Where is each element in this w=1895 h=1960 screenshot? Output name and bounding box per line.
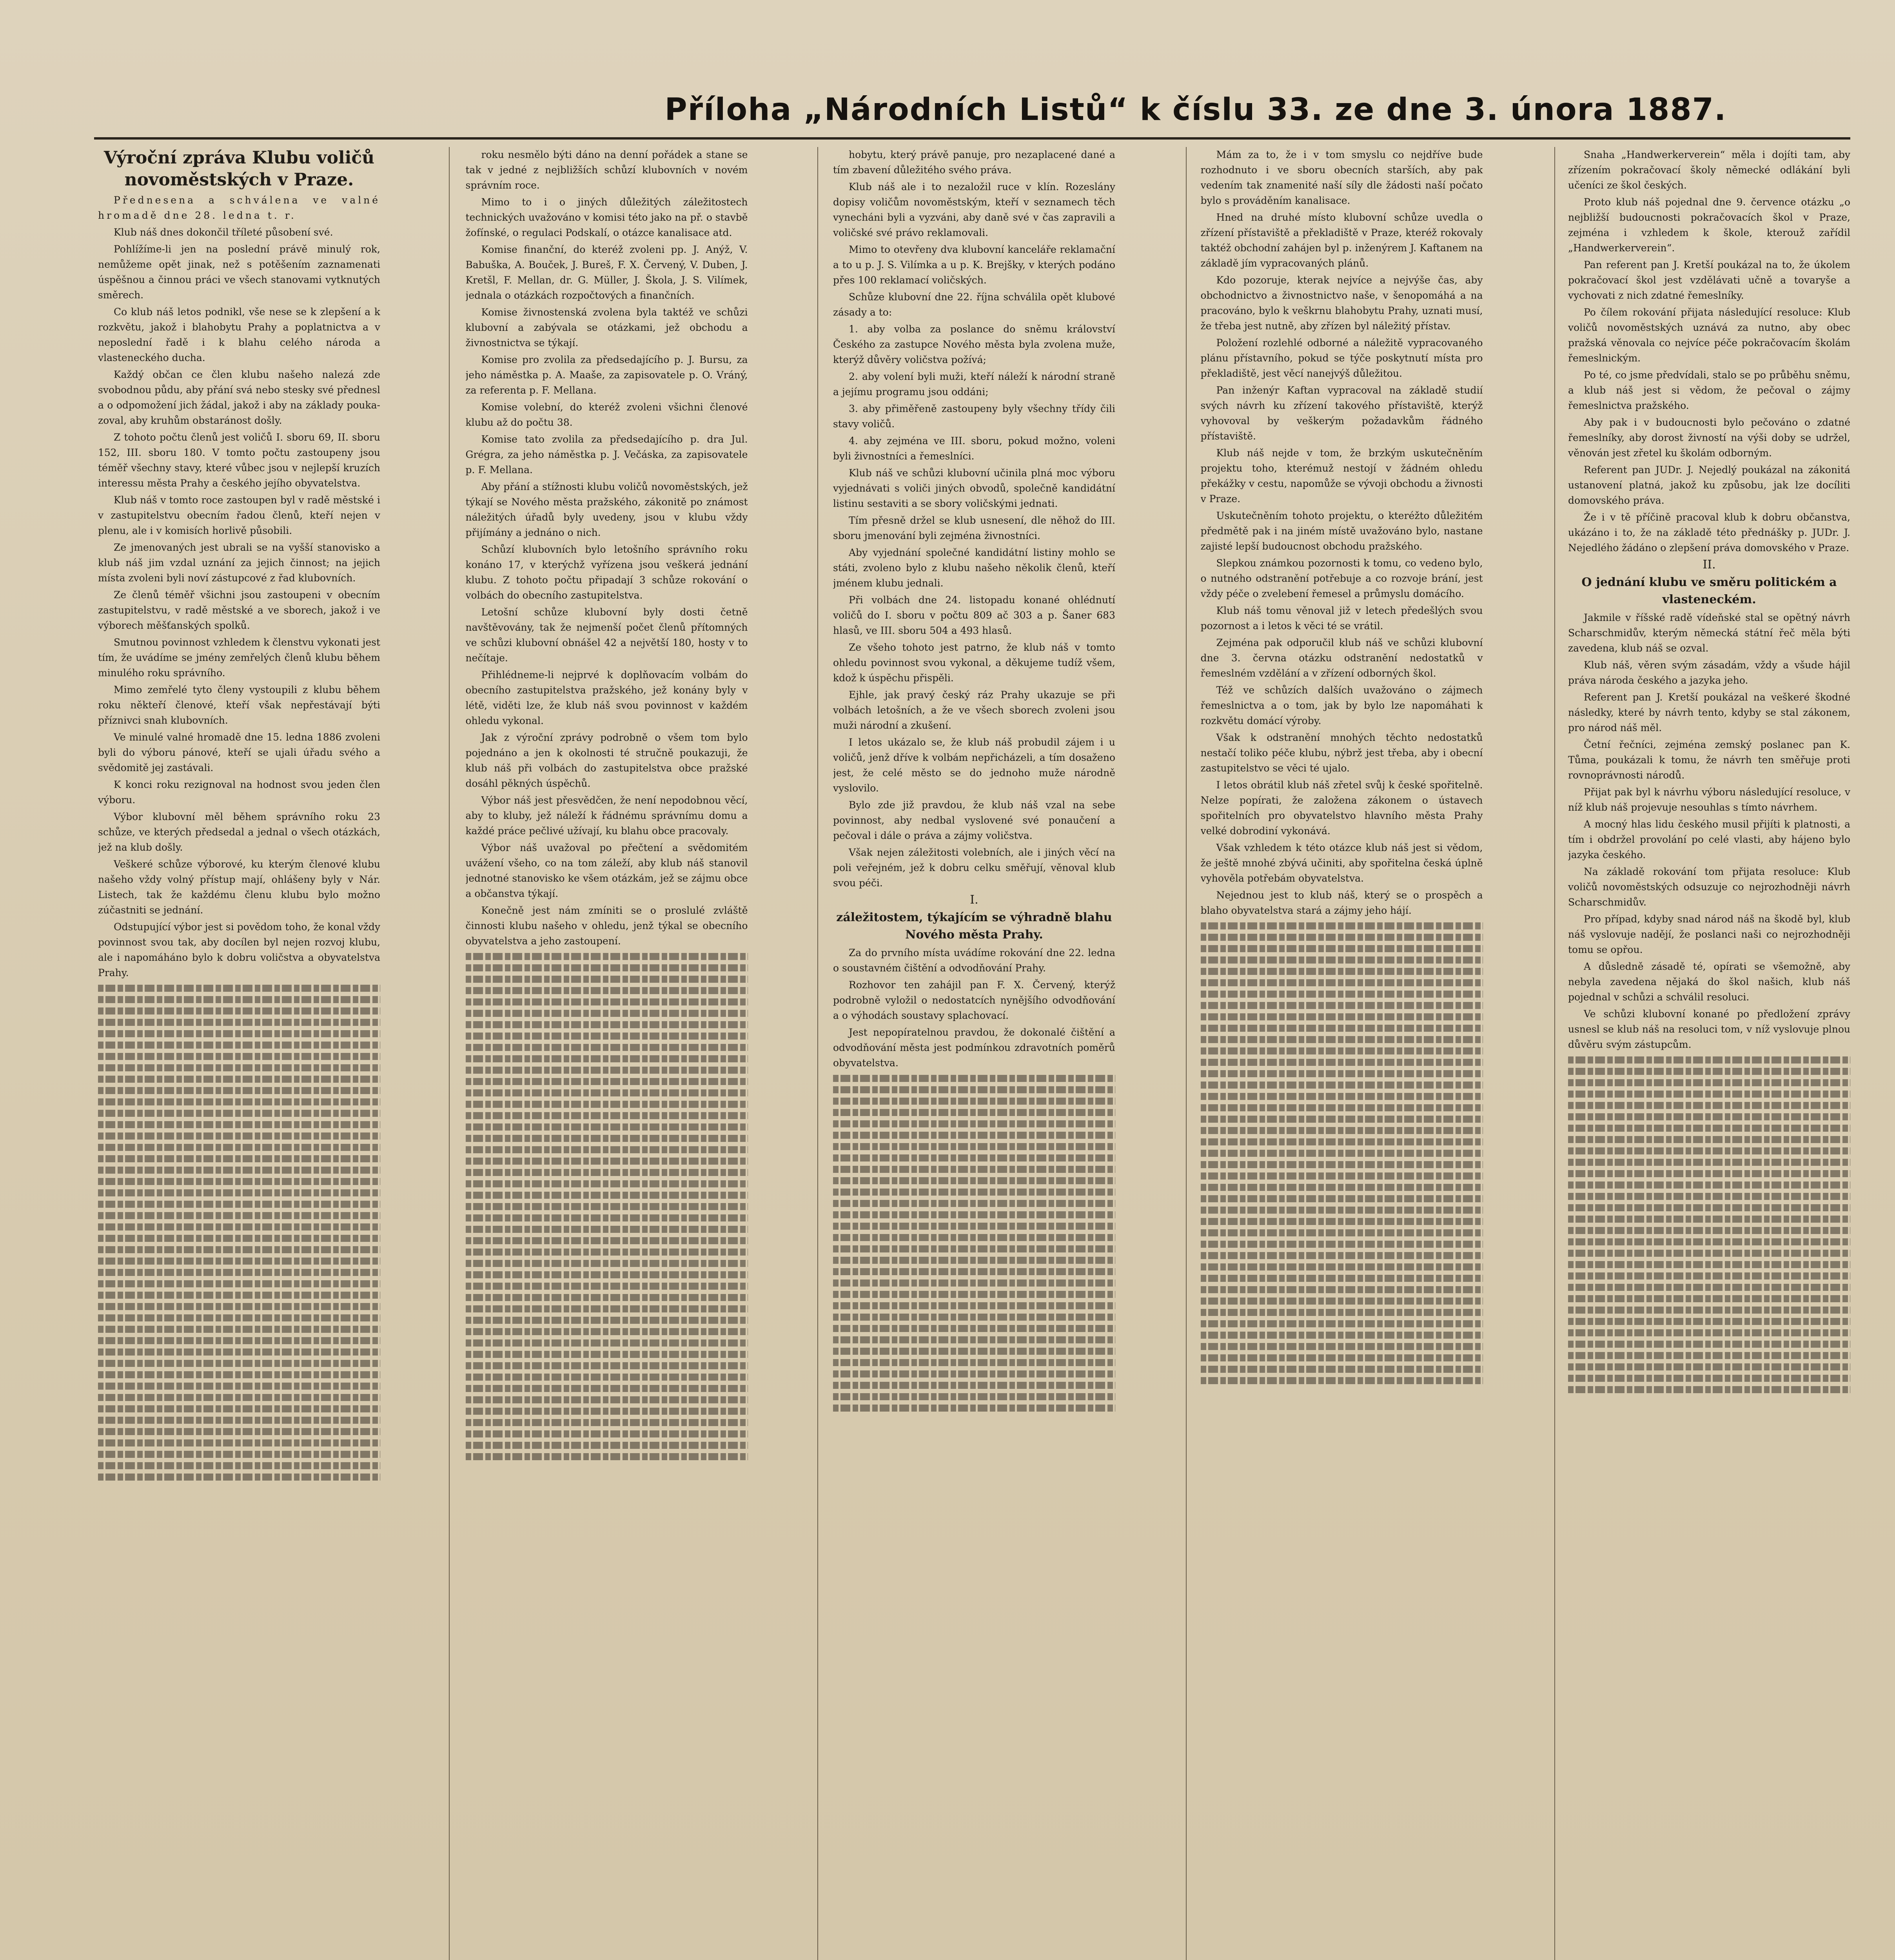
illegible-text-line [1201,1263,1483,1270]
illegible-text-line [1201,1025,1483,1032]
illegible-text-line [98,1201,380,1208]
masthead-rule [94,137,1850,140]
illegible-text-line [98,1110,380,1117]
illegible-text-line [98,1451,380,1458]
article-paragraph: Ze členů téměř všichni jsou zastoupeni v obecním zastupitelstvu, v radě městské a ve sborech, jakož i ve výborech měšťanských spolků. [98,589,380,631]
illegible-text-line [98,1258,380,1265]
illegible-text-line [1568,1329,1850,1336]
illegible-text-line [98,996,380,1003]
illegible-text-line [466,1283,748,1290]
article-paragraph: Z tohoto počtu členů jest voličů I. sboru 69, II. sboru 152, III. sboru 180. V tomto počtu zastoupeny jsou téměř všechny stavy, které vůbec jsou v nejlepší kruzích interessu města Prahy a českého jejího obyvatelstva. [98,432,380,489]
article-paragraph: Rozhovor ten zahájil pan F. X. Červený, kterýž podrobně vyložil o nedostatcích nynějšího odvodňování a o výhodách soustavy splachovací. [833,979,1115,1021]
supplement-masthead: Příloha „Národních Listů“ k číslu 33. ze dne 3. února 1887. [664,92,1727,127]
illegible-text-line [466,1135,748,1142]
article-paragraph: Schůze klubovní dne 22. října schválila opět klubové zásady a to: [833,291,1115,318]
article-paragraph: K konci roku rezignoval na hodnost svou jeden člen výboru. [98,779,380,806]
illegible-text-line [1568,1068,1850,1075]
illegible-text-line [1568,1102,1850,1109]
illegible-text-line [98,1326,380,1333]
section-title: O jednání klubu ve směru politickém a vlasteneckém. [1581,575,1837,606]
article-paragraph: Klub náš tomu věnoval již v letech předešlých svou pozornost a i letos k věci té se vrátil. [1200,605,1483,632]
article-columns [98,147,1850,1960]
illegible-text-line [1568,1136,1850,1143]
illegible-text-line [833,1348,1115,1355]
illegible-text-line [1201,1036,1483,1043]
illegible-text-line [1568,1272,1850,1279]
article-paragraph: Že i v tě příčině pracoval klub k dobru občanstva, ukázáno i to, že na základě této přednášky p. JUDr. J. Nejedlého žádáno o zlepšení práva domovského v Praze. [1568,512,1850,554]
article-paragraph: Za do prvního místa uvádíme rokování dne 22. ledna o soustavném čištění a odvodňování Prahy. [833,947,1115,974]
illegible-text-line [1201,991,1483,998]
article-paragraph: Též ve schůzích dalších uvažováno o zájmech řemeslnictva a o tom, jak by bylo lze napomáhati k rozkvětu domácí výroby. [1200,684,1483,726]
illegible-text-line [466,953,748,960]
illegible-text-line [833,1189,1115,1196]
illegible-text-line [1201,1161,1483,1168]
illegible-text-line [98,1405,380,1412]
illegible-text-line [466,964,748,971]
article-paragraph: Přihlédneme-li nejprvé k doplňovacím volbám do obecního zastupitelstva pražského, jež konány byly v létě, viděti lze, že klub náš svou povinnost v každém ohledu vykonal. [465,669,748,726]
illegible-text-line [833,1154,1115,1161]
article-paragraph: Přijat pak byl k návrhu výboru následující resoluce, v níž klub náš projevuje nesouhlas s tímto návrhem. [1568,786,1850,813]
illegible-text-line [98,1235,380,1242]
article-paragraph: Konečně jest nám zmíniti se o proslulé zvláště činnosti klubu našeho v ohledu, jenž týkal se obecního obyvatelstva a jeho zastoupení. [465,905,748,947]
illegible-text-line [833,1132,1115,1139]
illegible-text-line [466,1453,748,1460]
article-paragraph: roku nesmělo býti dáno na denní pořádek a stane se tak v jedné z nejbližších schůzí klubovních v novém správním roce. [465,149,748,191]
illegible-text-line [98,1132,380,1140]
illegible-text-line [1201,1354,1483,1361]
illegible-text-line [466,1385,748,1392]
article-paragraph: Komise finanční, do kteréž zvoleni pp. J. Anýž, V. Babuška, A. Bouček, J. Bureš, F. X. Červený, V. Duben, J. Kretšl, F. Mellan, dr. G. Müller, J. Škola, J. S. Vilímek, jednala o otázkách rozpočtových a finančních. [465,244,748,301]
illegible-text-line [1201,934,1483,941]
illegible-text-line [833,1177,1115,1184]
article-paragraph: Slepkou známkou pozornosti k tomu, co vedeno bylo, o nutného odstranění potřebuje a co rozvoje brání, jest vždy péče o zvelebení řemesel a průmyslu domácího. [1200,557,1483,599]
article-paragraph: Klub náš nejde v tom, že brzkým uskutečněním projektu toho, kterémuž nestojí v žádném ohledu překážky v cestu, napomůže se vývoji obchodu a živnosti v Praze. [1200,447,1483,505]
illegible-text-line [1201,1047,1483,1054]
illegible-text-line [466,1180,748,1187]
illegible-text-line [98,1337,380,1344]
illegible-text-line [1201,922,1483,929]
illegible-text-line [98,1155,380,1162]
illegible-text-line [466,1419,748,1426]
article-paragraph: Mimo zemřelé tyto členy vystoupili z klubu během roku někteří členové, kteří však nepřestávají býti příznivci snah klubovních. [98,684,380,726]
article-paragraph: Snaha „Handwerkerverein“ měla i dojíti tam, aby zřízením pokračovací školy německé odlákání byli učeníci ze škol českých. [1568,149,1850,191]
illegible-text-line [833,1086,1115,1093]
article-paragraph: Pan referent pan J. Kretší poukázal na to, že úkolem pokračovací škol jest vzdělávati učně a tovaryše a vychovati z nich zdatné řemeslníky. [1568,259,1850,301]
illegible-text-line [98,1280,380,1287]
illegible-text-line [1568,1091,1850,1098]
article-paragraph: Komise volební, do kteréž zvoleni všichni členové klubu až do počtu 38. [465,401,748,428]
illegible-text-line [466,1249,748,1256]
article-paragraph: Nejednou jest to klub náš, který se o prospěch a blaho obyvatelstva stará a zájmy jeho hájí. [1200,889,1483,916]
article-paragraph: Letošní schůze klubovní byly dosti četně navštěvovány, tak že nejmenší počet členů přítomných ve schůzi klubovní obnášel 42 a největší 180, hosty v to nečítaje. [465,606,748,664]
illegible-text-line [833,1143,1115,1150]
illegible-text-line [1568,1352,1850,1359]
illegible-text-line [833,1257,1115,1264]
illegible-text-line [466,1192,748,1199]
illegible-text-line [466,1226,748,1233]
article-paragraph: Po čílem rokování přijata následující resoluce: Klub voličů novoměstských uznává za nutno, aby obec pražská věnovala co nejvíce péče pokračovacím školám řemeslnickým. [1568,307,1850,364]
illegible-text-line [1201,979,1483,986]
article-paragraph: Klub náš ve schůzi klubovní učinila plná moc výboru vyjednávati s voliči jiných obvodů, společně kandidátní listinu sestaviti a se sbory voličskými jednati. [833,467,1115,509]
illegible-text-line [98,1007,380,1014]
illegible-text-line [1568,1216,1850,1223]
illegible-text-line [833,1382,1115,1389]
illegible-text-line [1568,1113,1850,1120]
illegible-text-line [466,1010,748,1017]
article-paragraph: Po té, co jsme předvídali, stalo se po průběhu sněmu, a klub náš jest si vědom, že pečoval o zájmy řemeslnictva pražského. [1568,369,1850,411]
illegible-text-line [833,1211,1115,1218]
illegible-text-line [833,1325,1115,1332]
illegible-text-line [1568,1170,1850,1177]
illegible-text-line [466,1237,748,1244]
illegible-text-line [98,1314,380,1321]
article-paragraph: Výbor klubovní měl během správního roku 23 schůze, ve kterých předsedal a jednal o všech otázkách, jež na klub došly. [98,811,380,853]
illegible-text-line [466,1260,748,1267]
illegible-text-line [466,1123,748,1131]
article-paragraph: Však nejen záležitosti volebních, ale i jiných věcí na poli veřejném, jež k dobru celku směřují, věnoval klub svou péči. [833,847,1115,889]
illegible-text-line [98,1474,380,1481]
illegible-text-line [466,1328,748,1335]
article-paragraph: 4. aby zejména ve III. sboru, pokud možno, voleni byli živnostníci a řemeslníci. [833,435,1115,462]
illegible-text-line [466,976,748,983]
illegible-text-line [98,985,380,992]
illegible-text-line [1568,1318,1850,1325]
illegible-text-line [466,1169,748,1176]
illegible-text-line [1568,1147,1850,1154]
illegible-text-line [1201,1138,1483,1145]
illegible-text-line [833,1370,1115,1377]
section-numeral: I. [970,893,978,907]
article-paragraph: Však k odstranění mnohých těchto nedostatků nestačí toliko péče klubu, nýbrž jest třeba, aby i obecní zastupitelstvo se věci té ujalo. [1200,732,1483,774]
illegible-text-line [466,1396,748,1403]
article-paragraph: hobytu, který právě panuje, pro nezaplacené dané a tím zbavení důležitého svého práva. [833,149,1115,176]
illegible-text-line [1201,1298,1483,1305]
illegible-text-line [1201,1241,1483,1248]
illegible-text-line [98,1167,380,1174]
article-paragraph: Výbor náš uvažoval po přečtení a svědomitém uvážení všeho, co na tom záleží, aby klub náš stanovil jednotné stanovisko ke všem otázkám, jež se zájmu obce a občanstva týkají. [465,842,748,899]
section-numeral: II. [1703,558,1716,572]
illegible-text-line [1201,1172,1483,1180]
illegible-text-line [98,1189,380,1196]
article-paragraph: 1. aby volba za poslance do sněmu království Českého za zastupce Nového města byla zvolena muže, kterýž důvěry voličstva požívá; [833,323,1115,365]
illegible-text-line [1201,1002,1483,1009]
illegible-text-line [1201,1093,1483,1100]
illegible-text-line [1568,1181,1850,1189]
illegible-text-line [98,1019,380,1026]
article-paragraph: Ejhle, jak pravý český ráz Prahy ukazuje se při volbách letošních, a že ve všech sborech zvoleni jsou muži národní a zkušení. [833,689,1115,731]
illegible-text-line [1201,1320,1483,1327]
article-paragraph: Klub náš ale i to nezaložil ruce v klín. Rozeslány dopisy voličům novoměstským, kteří v seznamech těch vynecháni byli a vyzváni, aby daně své v čas zapravili a voličské své právo reklamovali. [833,181,1115,238]
illegible-text-line [466,1078,748,1085]
illegible-text-line [833,1098,1115,1105]
illegible-text-line [1201,1332,1483,1339]
illegible-text-line [98,1348,380,1356]
illegible-text-line [1201,1252,1483,1259]
illegible-text-line [466,1339,748,1347]
illegible-text-line [98,1292,380,1299]
illegible-text-line [98,1212,380,1219]
article-paragraph: Komise pro zvolila za předsedajícího p. J. Bursu, za jeho náměstka p. A. Maaše, za zapisovatele p. O. Vráný, za referenta p. F. Mellana. [465,354,748,396]
illegible-text-line [1568,1295,1850,1302]
article-paragraph: Položení rozlehlé odborné a náležitě vypracovaného plánu přístavního, pokud se týče poskytnutí místa pro překladiště, jest věcí nanejvýš důležitou. [1200,337,1483,379]
illegible-text-line [466,1408,748,1415]
article-paragraph: Co klub náš letos podnikl, vše nese se k zlepšení a k rozkvětu, jakož i blahobytu Prahy a poplatnictva a v neposlední řadě i k blahu celého národa a vlasteneckého ducha. [98,306,380,363]
illegible-text-line [833,1393,1115,1400]
illegible-text-line [1201,1207,1483,1214]
illegible-text-line [1568,1079,1850,1086]
article-paragraph: Aby pak i v budoucnosti bylo pečováno o zdatné řemeslníky, aby dorost živností na výši doby se udržel, věnován jest zřetel ku školám odborným. [1568,417,1850,459]
illegible-text-line [1568,1159,1850,1166]
illegible-text-line [1568,1261,1850,1268]
column-1 [98,147,380,1960]
illegible-text-line [833,1200,1115,1207]
article-paragraph: Komise tato zvolila za předsedajícího p. dra Jul. Grégra, za jeho náměstka p. J. Večáska, za zapisovatele p. F. Mellana. [465,434,748,475]
article-paragraph: Jakmile v říšské radě vídeňské stal se opětný návrh Scharschmidův, kterým německá státní řeč měla býti zavedena, klub náš se ozval. [1568,612,1850,654]
illegible-text-line [466,1430,748,1437]
illegible-text-line [1568,1193,1850,1200]
illegible-text-line [1568,1307,1850,1314]
illegible-text-line [98,1394,380,1401]
illegible-text-line [1568,1056,1850,1063]
column-4 [1201,147,1483,1960]
illegible-text-line [466,1214,748,1221]
illegible-text-line [1201,1150,1483,1157]
illegible-text-line [1568,1250,1850,1257]
illegible-text-line [466,1089,748,1096]
article-paragraph: Bylo zde již pravdou, že klub náš vzal na sebe povinnost, aby nedbal vyslovené své ponaučení a pečoval i dále o práva a zájmy voličstva. [833,799,1115,841]
article-paragraph: Zejména pak odporučil klub náš ve schůzi klubovní dne 3. června otázku odstranění nedostatků v řemeslném vzdělání a v zřízení odborných škol. [1200,637,1483,679]
illegible-text-line [833,1336,1115,1343]
illegible-text-line [1201,1082,1483,1089]
article-paragraph: Pohlížíme-li jen na poslední právě minulý rok, nemůžeme opět jinak, než s potěšením zaznamenati úspěšnou a činnou práci ve všech stanovami vytknutých směrech. [98,243,380,301]
illegible-text-line [1568,1375,1850,1382]
illegible-text-line [466,1271,748,1278]
illegible-text-line [1201,1275,1483,1282]
illegible-text-line [833,1075,1115,1082]
illegible-text-line [98,1076,380,1083]
article-paragraph: Ze jmenovaných jest ubrali se na vyšší stanovisko a klub náš jim vzdal uznání za jejich činnost; na jejich místa zvoleni byli noví zástupcové z řad klubovních. [98,542,380,584]
illegible-text-line [466,1317,748,1324]
article-paragraph: Ve schůzi klubovní konané po předložení zprávy usnesl se klub náš na resoluci tom, v níž vyslovuje plnou důvěru svým zástupcům. [1568,1008,1850,1050]
article-paragraph: Mám za to, že i v tom smyslu co nejdříve bude rozhodnuto i ve sboru obecních starších, aby pak vedením tak znamenité naší síly dle žádosti naší počato bylo s prováděním kanalisace. [1200,149,1483,206]
illegible-text-line [1201,1013,1483,1020]
illegible-text-line [1201,945,1483,952]
illegible-text-line [1201,1286,1483,1293]
illegible-text-line [466,1374,748,1381]
illegible-text-line [98,1269,380,1276]
article-paragraph: Smutnou povinnost vzhledem k členstvu vykonati jest tím, že uvádíme se jmény zemřelých členů klubu během minulého roku správního. [98,637,380,679]
illegible-text-line [98,1030,380,1037]
illegible-text-line [466,1044,748,1051]
column-2 [466,147,748,1960]
article-paragraph: Klub náš, věren svým zásadám, vždy a všude hájil práva národa českého a jazyka jeho. [1568,659,1850,686]
article-paragraph: Na základě rokování tom přijata resoluce: Klub voličů novoměstských odsuzuje co nejrozhodněji návrh Scharschmidův. [1568,866,1850,908]
article-paragraph: Ve minulé valné hromadě dne 15. ledna 1886 zvoleni byli do výboru pánové, kteří se ujali úřadu svého a svědomitě jej zastávali. [98,731,380,773]
illegible-text-line [98,1371,380,1378]
article-paragraph: Proto klub náš pojednal dne 9. července otázku „o nejbližší budoucnosti pokračovacích škol v Praze, zejména i vzhledem k škole, kterouž zařídil „Handwerkerverein“. [1568,196,1850,254]
illegible-text-line [466,1021,748,1028]
illegible-text-line [98,1064,380,1071]
illegible-text-line [98,1428,380,1435]
illegible-text-line [833,1109,1115,1116]
article-paragraph: Schůzí klubovních bylo letošního správního roku konáno 17, v kterýchž vyřízena jsou veškerá jednání klubu. Z tohoto počtu připadají 3 schůze rokování o volbách do obecního zastupitelstva. [465,544,748,601]
illegible-text-line [1568,1363,1850,1370]
article-paragraph: Tím přesně držel se klub usnesení, dle něhož do III. sboru jmenování byli zejména živnostníci. [833,515,1115,541]
illegible-text-line [1568,1204,1850,1211]
illegible-text-line [833,1120,1115,1127]
article-paragraph: Mimo to i o jiných důležitých záležitostech technických uvažováno v komisi této jako na př. o stavbě žofínské, o regulaci Podskalí, o otázce kanalisace atd. [465,196,748,238]
article-paragraph: 2. aby volení byli muži, kteří náleží k národní straně a jejímu programu jsou oddáni; [833,371,1115,397]
illegible-text-line [1201,1343,1483,1350]
illegible-text-line [466,1067,748,1074]
article-paragraph: A důsledně zásadě té, opírati se všemožně, aby nebyla zavedena nějaká do škol našich, klub náš pojednal v schůzi a schválil resoluci. [1568,961,1850,1003]
article-paragraph: Četní řečníci, zejména zemský poslanec pan K. Tůma, poukázali k tomu, že návrh ten směřuje proti rovnoprávnosti národů. [1568,739,1850,781]
illegible-text-line [833,1314,1115,1321]
illegible-text-line [833,1166,1115,1173]
illegible-text-line [466,1305,748,1312]
illegible-text-line [98,1383,380,1390]
article-paragraph: Ze všeho tohoto jest patrno, že klub náš v tomto ohledu povinnost svou vykonal, a děkujeme tudíž všem, kdož k úspěchu přispěli. [833,642,1115,684]
illegible-text-line [466,1112,748,1119]
article-paragraph: Pan inženýr Kaftan vypracoval na základě studií svých návrh ku zřízení takového přístaviště, kterýž vyhovoval by veškerým požadavkům řádného přístaviště. [1200,385,1483,442]
illegible-text-line [98,1121,380,1128]
article-paragraph: Každý občan ce člen klubu našeho nalezá zde svobodnou půdu, aby přání svá nebo stesky své přednesl a o odpomožení jich žádal, jakož i aby na základy pouka-zoval, aby kruhům obstaránost došly. [98,369,380,426]
illegible-text-line [1568,1238,1850,1245]
article-paragraph: Kdo pozoruje, kterak nejvíce a nejvýše čas, aby obchodnictvo a živnostnictvo naše, v šenopomáhá a na pracováno, bylo k veškrnu blahobytu Prahy, uznati musí, že třeba jest nutně, aby zřízen byl náležitý přístav. [1200,274,1483,332]
illegible-text-line [98,1417,380,1424]
illegible-text-line [833,1245,1115,1252]
illegible-text-line [98,1303,380,1310]
illegible-text-line [1568,1284,1850,1291]
illegible-text-line [1201,1127,1483,1134]
illegible-text-line [833,1405,1115,1412]
article-paragraph: 3. aby přiměřeně zastoupeny byly všechny třídy čili stavy voličů. [833,403,1115,430]
article-paragraph: Však vzhledem k této otázce klub náš jest si vědom, že ještě mnohé zbývá učiniti, aby spořitelna česká úplně vyhověla potřebám obyvatelstva. [1200,842,1483,884]
illegible-text-line [1201,968,1483,975]
article-paragraph: Klub náš dnes dokončil tříleté působení své. [114,227,333,238]
article-paragraph: A mocný hlas lidu českého musil přijíti k platnosti, a tím i obdržel provolání po celé vlasti, aby hájeno bylo jazyka českého. [1568,818,1850,860]
illegible-text-line [98,1439,380,1446]
illegible-text-line [466,998,748,1005]
illegible-text-line [1201,1366,1483,1373]
section-title: záležitostem, týkajícím se výhradně blahu Nového města Prahy. [836,911,1112,942]
illegible-text-line [98,1360,380,1367]
illegible-text-line [833,1291,1115,1298]
article-paragraph: Výbor náš jest přesvědčen, že není nepodobnou věcí, aby to kluby, jež náleží k řádnému správnímu domu a každé práce pečlivé užívají, ku blahu obce pracovaly. [465,795,748,837]
illegible-text-line [1201,1059,1483,1066]
illegible-text-line [98,1098,380,1105]
illegible-text-line [1568,1341,1850,1348]
article-paragraph: Uskutečněním tohoto projektu, o kteréžto důležitém předmětě pak i na jiném místě uvažováno bylo, nastane zajisté lepší budoucnost obchodu pražského. [1200,510,1483,552]
illegible-text-line [466,1146,748,1153]
illegible-text-line [1201,1377,1483,1384]
article-paragraph: Referent pan JUDr. J. Nejedlý poukázal na zákonitá ustanovení platná, jakož ku způsobu, jak lze docíliti domovského práva. [1568,464,1850,506]
article-paragraph: Odstupující výbor jest si povědom toho, že konal vždy povinnost svou tak, aby docílen byl nejen rozvoj klubu, ale i napomáháno bylo k dobru voličstva a obyvatelstva Prahy. [98,921,380,978]
illegible-text-line [1201,1309,1483,1316]
illegible-text-line [466,1158,748,1165]
illegible-text-line [98,1178,380,1185]
column-3 [833,147,1115,1960]
illegible-text-line [1201,1229,1483,1236]
illegible-text-line [1568,1227,1850,1234]
article-paragraph: Veškeré schůze výborové, ku kterým členové klubu našeho vždy volný přístup mají, ohlášeny byly v Nár. Listech, tak že každému členu klubu bylo možno zúčastniti se jednání. [98,858,380,916]
column-5 [1568,147,1850,1960]
illegible-text-line [1201,1104,1483,1111]
illegible-text-line [466,1101,748,1108]
illegible-text-line [1568,1386,1850,1393]
illegible-text-line [833,1359,1115,1366]
illegible-text-line [1201,1116,1483,1123]
illegible-text-line [833,1268,1115,1275]
illegible-text-line [1201,1195,1483,1202]
illegible-text-line [833,1302,1115,1309]
illegible-text-line [98,1053,380,1060]
illegible-text-line [98,1462,380,1469]
illegible-text-line [833,1223,1115,1230]
illegible-text-line [833,1279,1115,1287]
illegible-text-line [466,1203,748,1210]
illegible-text-line [466,1033,748,1040]
illegible-text-line [466,1351,748,1358]
illegible-text-line [1201,1070,1483,1077]
article-paragraph: I letos obrátil klub náš zřetel svůj k české spořitelně. Nelze popírati, že založena zákonem o ústavech spořitelních pro obyvatelstvo hlavního města Prahy velké dobrodiní vykonává. [1200,779,1483,837]
article-paragraph: Komise živnostenská zvolena byla taktéž ve schůzi klubovní a zabývala se otázkami, jež obchodu a živnostnictva se týkají. [465,307,748,348]
illegible-text-line [98,1246,380,1253]
illegible-text-line [1201,1218,1483,1225]
article-paragraph: Aby vyjednání společné kandidátní listiny mohlo se státi, zvoleno bylo z klubu našeho několik členů, kteří jménem klubu jednali. [833,547,1115,589]
illegible-text-line [98,1144,380,1151]
article-paragraph: Přednesena a schválena ve valné hromadě dne 28. ledna t. r. [98,194,380,221]
article-paragraph: Jak z výroční zprávy podrobně o všem tom bylo pojednáno a jen k okolnosti té stručně poukazuji, že klub náš při volbách do zastupitelstva obce pražské dosáhl pěkných úspěchů. [465,732,748,789]
article-paragraph: Mimo to otevřeny dva klubovní kanceláře reklamační a to u p. J. S. Vilímka a u p. K. Brejšky, v kterých podáno přes 100 reklamací voličských. [833,244,1115,286]
article-paragraph: I letos ukázalo se, že klub náš probudil zájem i u voličů, jenž dříve k volbám nepřicházeli, a tím dosaženo jest, že celé město se do jednoho muže národně vyslovilo. [833,737,1115,794]
illegible-text-line [1201,1184,1483,1191]
illegible-text-line [466,1362,748,1369]
article-paragraph: Při volbách dne 24. listopadu konané ohlédnutí voličů do I. sboru v počtu 809 ač 303 a p. Šaner 683 hlasů, ve III. sboru 504 a 493 hlasů. [833,594,1115,636]
article-headline: Výroční zpráva Klubu voličů novoměstských v Praze. [103,148,375,190]
article-paragraph: Jest nepopíratelnou pravdou, že dokonalé čištění a odvodňování města jest podmínkou zdravotních poměrů obyvatelstva. [833,1027,1115,1069]
illegible-text-line [98,1223,380,1230]
illegible-text-line [466,987,748,994]
article-paragraph: Klub náš v tomto roce zastoupen byl v radě městské i v zastupitelstvu obecním řadou členů, kteří nejen v plenu, ale i v komisích horlivě působili. [98,494,380,536]
article-paragraph: Hned na druhé místo klubovní schůze uvedla o zřízení přístaviště a překladiště v Praze, kteréž rokovaly taktéž obchodní zahájen byl p. inženýrem J. Kaftanem na základě jím vypracovaných plánů. [1200,212,1483,269]
illegible-text-line [98,1087,380,1094]
article-paragraph: Aby přání a stížnosti klubu voličů novoměstských, jež týkají se Nového města pražského, zákonitě po známost náležitých úřadů byly uvedeny, jsou v klubu vždy přijímány a jednáno o nich. [465,481,748,538]
illegible-text-line [466,1055,748,1062]
illegible-text-line [466,1442,748,1449]
article-paragraph: Referent pan J. Kretší poukázal na veškeré škodné následky, které by návrh tento, kdyby se stal zákonem, pro národ náš měl. [1568,691,1850,733]
article-paragraph: Pro případ, kdyby snad národ náš na škodě byl, klub náš vyslovuje nadějí, že poslanci naši co nejrozhodněji tomu se opřou. [1568,913,1850,955]
illegible-text-line [1201,956,1483,964]
illegible-text-line [466,1294,748,1301]
illegible-text-line [98,1042,380,1049]
illegible-text-line [1568,1125,1850,1132]
illegible-text-line [833,1234,1115,1241]
